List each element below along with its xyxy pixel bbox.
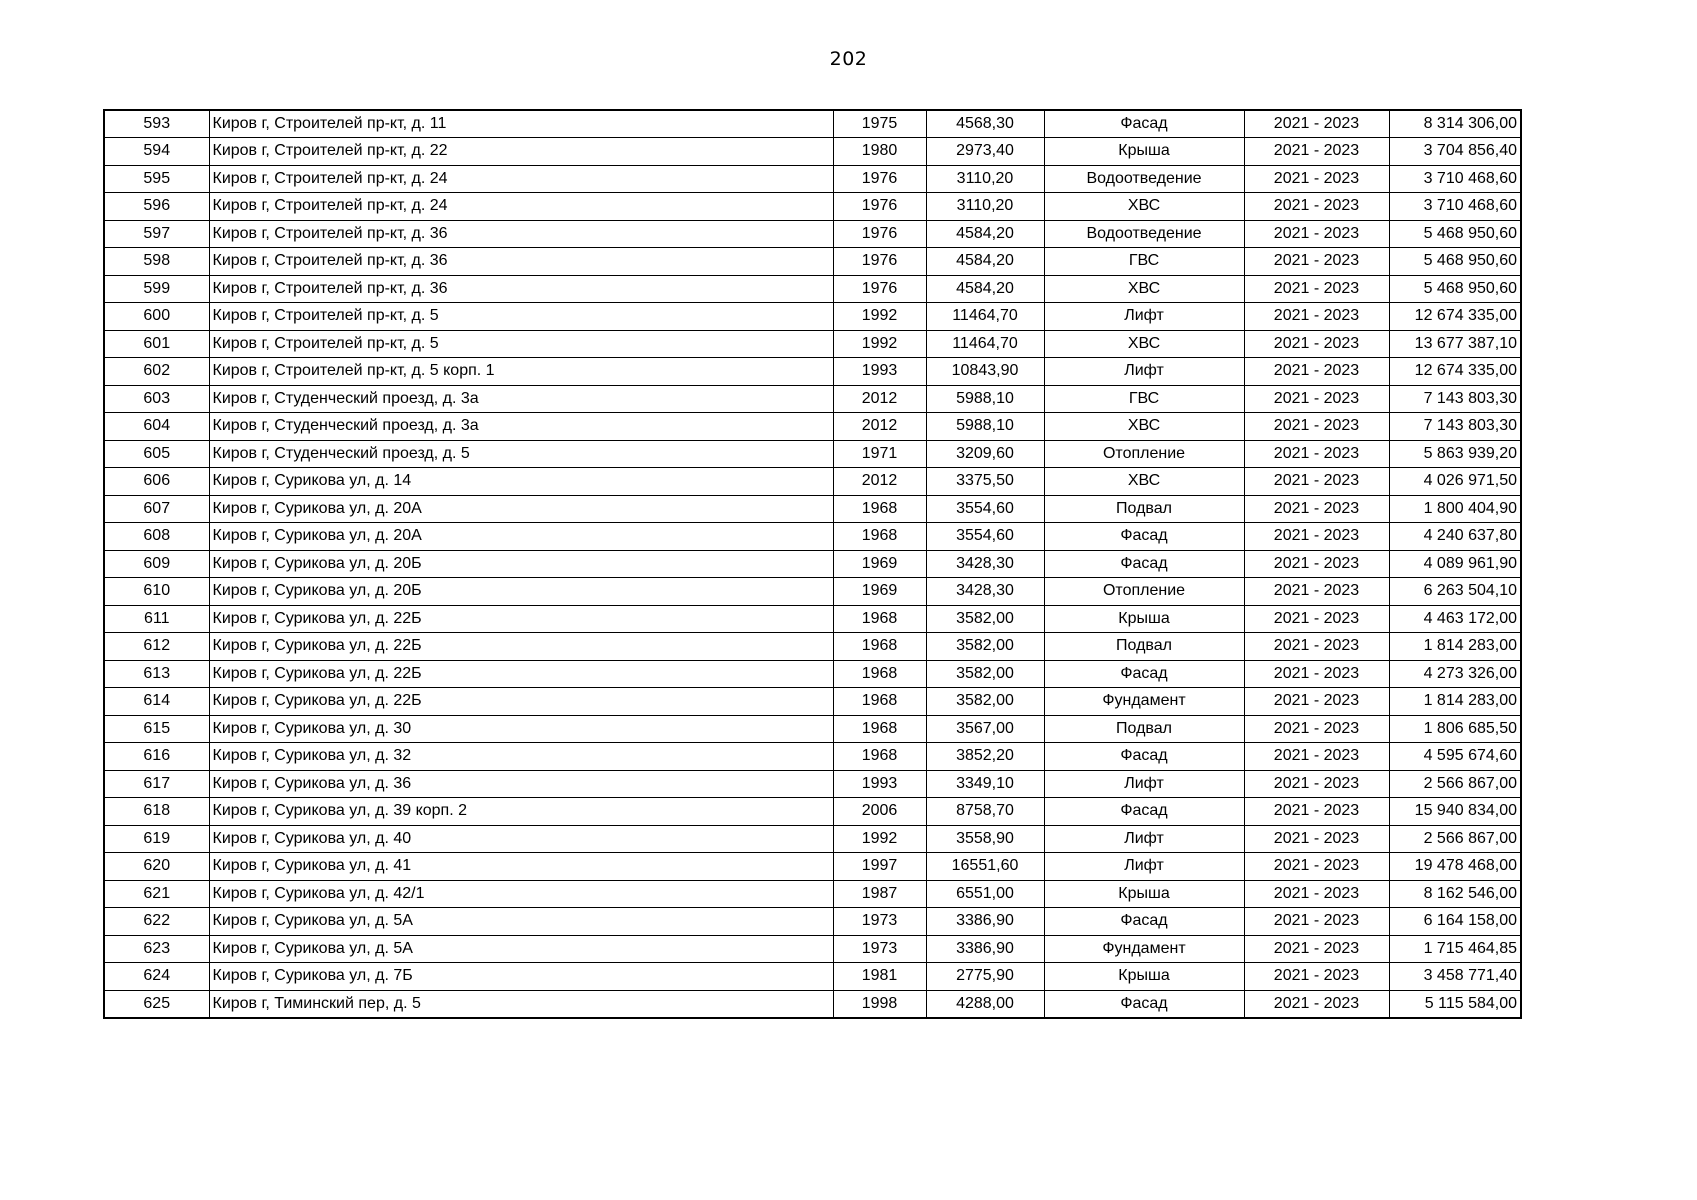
address-cell: Киров г, Строителей пр-кт, д. 5 [209,330,833,358]
area-cell: 3852,20 [926,743,1044,771]
period-cell: 2021 - 2023 [1244,220,1389,248]
build-year-cell: 1968 [833,715,926,743]
area-cell: 4288,00 [926,990,1044,1018]
work-type-cell: Подвал [1044,495,1244,523]
row-number-cell: 624 [104,963,209,991]
work-type-cell: Фасад [1044,110,1244,138]
table-row [104,908,1521,936]
table-row [104,248,1521,276]
cost-cell: 6 164 158,00 [1389,908,1521,936]
build-year-cell: 1968 [833,743,926,771]
row-number-cell: 620 [104,853,209,881]
address-cell: Киров г, Строителей пр-кт, д. 36 [209,220,833,248]
period-cell: 2021 - 2023 [1244,385,1389,413]
build-year-cell: 1969 [833,578,926,606]
table-row [104,495,1521,523]
work-type-cell: Лифт [1044,825,1244,853]
area-cell: 2775,90 [926,963,1044,991]
cost-cell: 8 314 306,00 [1389,110,1521,138]
work-type-cell: Крыша [1044,880,1244,908]
period-cell: 2021 - 2023 [1244,605,1389,633]
table-row [104,715,1521,743]
cost-cell: 1 715 464,85 [1389,935,1521,963]
address-cell: Киров г, Сурикова ул, д. 30 [209,715,833,743]
period-cell: 2021 - 2023 [1244,908,1389,936]
area-cell: 3375,50 [926,468,1044,496]
cost-cell: 6 263 504,10 [1389,578,1521,606]
area-cell: 3567,00 [926,715,1044,743]
area-cell: 4568,30 [926,110,1044,138]
area-cell: 3428,30 [926,550,1044,578]
cost-cell: 2 566 867,00 [1389,770,1521,798]
area-cell: 3386,90 [926,935,1044,963]
address-cell: Киров г, Сурикова ул, д. 22Б [209,633,833,661]
period-cell: 2021 - 2023 [1244,550,1389,578]
build-year-cell: 1992 [833,330,926,358]
build-year-cell: 1973 [833,908,926,936]
work-type-cell: Фундамент [1044,935,1244,963]
work-type-cell: Фасад [1044,523,1244,551]
table-row [104,110,1521,138]
build-year-cell: 2012 [833,413,926,441]
work-type-cell: Лифт [1044,770,1244,798]
period-cell: 2021 - 2023 [1244,880,1389,908]
table-row [104,688,1521,716]
row-number-cell: 598 [104,248,209,276]
row-number-cell: 609 [104,550,209,578]
row-number-cell: 601 [104,330,209,358]
table-row [104,990,1521,1018]
cost-cell: 1 814 283,00 [1389,688,1521,716]
work-type-cell: Крыша [1044,605,1244,633]
work-type-cell: ХВС [1044,468,1244,496]
work-type-cell: Водоотведение [1044,220,1244,248]
area-cell: 4584,20 [926,248,1044,276]
area-cell: 4584,20 [926,220,1044,248]
cost-cell: 5 468 950,60 [1389,275,1521,303]
row-number-cell: 603 [104,385,209,413]
cost-cell: 7 143 803,30 [1389,385,1521,413]
row-number-cell: 608 [104,523,209,551]
address-cell: Киров г, Строителей пр-кт, д. 24 [209,193,833,221]
row-number-cell: 622 [104,908,209,936]
area-cell: 3582,00 [926,688,1044,716]
cost-cell: 3 704 856,40 [1389,138,1521,166]
address-cell: Киров г, Тиминский пер, д. 5 [209,990,833,1018]
table-row [104,798,1521,826]
row-number-cell: 597 [104,220,209,248]
cost-cell: 4 273 326,00 [1389,660,1521,688]
row-number-cell: 615 [104,715,209,743]
row-number-cell: 625 [104,990,209,1018]
address-cell: Киров г, Сурикова ул, д. 42/1 [209,880,833,908]
build-year-cell: 1968 [833,605,926,633]
address-cell: Киров г, Сурикова ул, д. 20Б [209,550,833,578]
table-row [104,358,1521,386]
build-year-cell: 1981 [833,963,926,991]
build-year-cell: 1976 [833,165,926,193]
area-cell: 11464,70 [926,330,1044,358]
period-cell: 2021 - 2023 [1244,138,1389,166]
cost-cell: 19 478 468,00 [1389,853,1521,881]
work-type-cell: ГВС [1044,248,1244,276]
table-row [104,385,1521,413]
address-cell: Киров г, Строителей пр-кт, д. 5 корп. 1 [209,358,833,386]
work-type-cell: Фундамент [1044,688,1244,716]
area-cell: 3386,90 [926,908,1044,936]
build-year-cell: 1997 [833,853,926,881]
area-cell: 4584,20 [926,275,1044,303]
table-row [104,193,1521,221]
cost-cell: 1 800 404,90 [1389,495,1521,523]
table-row [104,330,1521,358]
area-cell: 6551,00 [926,880,1044,908]
table-row [104,633,1521,661]
build-year-cell: 1980 [833,138,926,166]
build-year-cell: 1968 [833,660,926,688]
cost-cell: 13 677 387,10 [1389,330,1521,358]
period-cell: 2021 - 2023 [1244,935,1389,963]
cost-cell: 1 806 685,50 [1389,715,1521,743]
row-number-cell: 616 [104,743,209,771]
table-row [104,825,1521,853]
row-number-cell: 593 [104,110,209,138]
row-number-cell: 618 [104,798,209,826]
cost-cell: 5 115 584,00 [1389,990,1521,1018]
address-cell: Киров г, Сурикова ул, д. 5А [209,935,833,963]
address-cell: Киров г, Строителей пр-кт, д. 24 [209,165,833,193]
table-body [104,110,1521,1018]
area-cell: 3110,20 [926,165,1044,193]
period-cell: 2021 - 2023 [1244,688,1389,716]
area-cell: 5988,10 [926,385,1044,413]
area-cell: 3554,60 [926,523,1044,551]
build-year-cell: 1968 [833,633,926,661]
table-row [104,468,1521,496]
area-cell: 3349,10 [926,770,1044,798]
build-year-cell: 1993 [833,358,926,386]
period-cell: 2021 - 2023 [1244,825,1389,853]
row-number-cell: 596 [104,193,209,221]
address-cell: Киров г, Сурикова ул, д. 20А [209,523,833,551]
table-row [104,853,1521,881]
row-number-cell: 600 [104,303,209,331]
table-row [104,523,1521,551]
work-type-cell: Фасад [1044,908,1244,936]
period-cell: 2021 - 2023 [1244,495,1389,523]
period-cell: 2021 - 2023 [1244,578,1389,606]
page-number: 202 [829,48,868,70]
period-cell: 2021 - 2023 [1244,110,1389,138]
table-row [104,578,1521,606]
area-cell: 3582,00 [926,605,1044,633]
period-cell: 2021 - 2023 [1244,633,1389,661]
address-cell: Киров г, Сурикова ул, д. 22Б [209,660,833,688]
period-cell: 2021 - 2023 [1244,963,1389,991]
cost-cell: 1 814 283,00 [1389,633,1521,661]
cost-cell: 15 940 834,00 [1389,798,1521,826]
work-type-cell: Отопление [1044,440,1244,468]
work-type-cell: Фасад [1044,990,1244,1018]
cost-cell: 4 240 637,80 [1389,523,1521,551]
address-cell: Киров г, Сурикова ул, д. 20Б [209,578,833,606]
build-year-cell: 1975 [833,110,926,138]
address-cell: Киров г, Строителей пр-кт, д. 11 [209,110,833,138]
row-number-cell: 623 [104,935,209,963]
work-type-cell: Лифт [1044,853,1244,881]
work-type-cell: Подвал [1044,633,1244,661]
period-cell: 2021 - 2023 [1244,303,1389,331]
build-year-cell: 1969 [833,550,926,578]
row-number-cell: 594 [104,138,209,166]
cost-cell: 4 595 674,60 [1389,743,1521,771]
build-year-cell: 1976 [833,275,926,303]
period-cell: 2021 - 2023 [1244,413,1389,441]
period-cell: 2021 - 2023 [1244,660,1389,688]
cost-cell: 3 458 771,40 [1389,963,1521,991]
build-year-cell: 1993 [833,770,926,798]
work-type-cell: ХВС [1044,413,1244,441]
cost-cell: 4 463 172,00 [1389,605,1521,633]
area-cell: 11464,70 [926,303,1044,331]
table-row [104,165,1521,193]
row-number-cell: 617 [104,770,209,798]
area-cell: 3428,30 [926,578,1044,606]
work-type-cell: ХВС [1044,275,1244,303]
build-year-cell: 1992 [833,825,926,853]
area-cell: 16551,60 [926,853,1044,881]
cost-cell: 3 710 468,60 [1389,165,1521,193]
build-year-cell: 1992 [833,303,926,331]
build-year-cell: 1976 [833,248,926,276]
period-cell: 2021 - 2023 [1244,165,1389,193]
table-row [104,935,1521,963]
work-type-cell: ГВС [1044,385,1244,413]
period-cell: 2021 - 2023 [1244,798,1389,826]
table-row [104,275,1521,303]
build-year-cell: 2012 [833,468,926,496]
table-row [104,550,1521,578]
build-year-cell: 2012 [833,385,926,413]
period-cell: 2021 - 2023 [1244,330,1389,358]
cost-cell: 12 674 335,00 [1389,358,1521,386]
table-row [104,220,1521,248]
row-number-cell: 595 [104,165,209,193]
work-type-cell: Фасад [1044,550,1244,578]
row-number-cell: 611 [104,605,209,633]
area-cell: 10843,90 [926,358,1044,386]
period-cell: 2021 - 2023 [1244,523,1389,551]
build-year-cell: 2006 [833,798,926,826]
period-cell: 2021 - 2023 [1244,743,1389,771]
address-cell: Киров г, Студенческий проезд, д. 3а [209,385,833,413]
period-cell: 2021 - 2023 [1244,275,1389,303]
period-cell: 2021 - 2023 [1244,853,1389,881]
address-cell: Киров г, Сурикова ул, д. 5А [209,908,833,936]
row-number-cell: 621 [104,880,209,908]
address-cell: Киров г, Сурикова ул, д. 20А [209,495,833,523]
cost-cell: 12 674 335,00 [1389,303,1521,331]
work-type-cell: Фасад [1044,798,1244,826]
table-row [104,413,1521,441]
row-number-cell: 606 [104,468,209,496]
period-cell: 2021 - 2023 [1244,440,1389,468]
table-row [104,660,1521,688]
work-type-cell: Фасад [1044,743,1244,771]
row-number-cell: 602 [104,358,209,386]
repair-registry-table [103,109,1522,1019]
table-row [104,743,1521,771]
work-type-cell: Отопление [1044,578,1244,606]
work-type-cell: Лифт [1044,303,1244,331]
period-cell: 2021 - 2023 [1244,715,1389,743]
build-year-cell: 1968 [833,688,926,716]
address-cell: Киров г, Сурикова ул, д. 40 [209,825,833,853]
table-row [104,138,1521,166]
row-number-cell: 599 [104,275,209,303]
build-year-cell: 1987 [833,880,926,908]
area-cell: 3554,60 [926,495,1044,523]
work-type-cell: Крыша [1044,963,1244,991]
cost-cell: 5 863 939,20 [1389,440,1521,468]
address-cell: Киров г, Студенческий проезд, д. 5 [209,440,833,468]
cost-cell: 4 026 971,50 [1389,468,1521,496]
period-cell: 2021 - 2023 [1244,193,1389,221]
address-cell: Киров г, Строителей пр-кт, д. 36 [209,275,833,303]
build-year-cell: 1968 [833,523,926,551]
table-row [104,440,1521,468]
table-row [104,880,1521,908]
period-cell: 2021 - 2023 [1244,990,1389,1018]
row-number-cell: 610 [104,578,209,606]
table-row [104,770,1521,798]
area-cell: 3582,00 [926,660,1044,688]
address-cell: Киров г, Сурикова ул, д. 36 [209,770,833,798]
work-type-cell: Водоотведение [1044,165,1244,193]
address-cell: Киров г, Сурикова ул, д. 39 корп. 2 [209,798,833,826]
row-number-cell: 604 [104,413,209,441]
address-cell: Киров г, Строителей пр-кт, д. 22 [209,138,833,166]
cost-cell: 8 162 546,00 [1389,880,1521,908]
area-cell: 8758,70 [926,798,1044,826]
build-year-cell: 1976 [833,220,926,248]
row-number-cell: 613 [104,660,209,688]
work-type-cell: ХВС [1044,330,1244,358]
cost-cell: 7 143 803,30 [1389,413,1521,441]
cost-cell: 3 710 468,60 [1389,193,1521,221]
area-cell: 3582,00 [926,633,1044,661]
row-number-cell: 619 [104,825,209,853]
address-cell: Киров г, Строителей пр-кт, д. 5 [209,303,833,331]
period-cell: 2021 - 2023 [1244,468,1389,496]
cost-cell: 4 089 961,90 [1389,550,1521,578]
address-cell: Киров г, Сурикова ул, д. 14 [209,468,833,496]
cost-cell: 5 468 950,60 [1389,248,1521,276]
period-cell: 2021 - 2023 [1244,358,1389,386]
area-cell: 5988,10 [926,413,1044,441]
row-number-cell: 612 [104,633,209,661]
build-year-cell: 1973 [833,935,926,963]
work-type-cell: Фасад [1044,660,1244,688]
build-year-cell: 1976 [833,193,926,221]
work-type-cell: Крыша [1044,138,1244,166]
work-type-cell: ХВС [1044,193,1244,221]
address-cell: Киров г, Сурикова ул, д. 22Б [209,688,833,716]
period-cell: 2021 - 2023 [1244,248,1389,276]
period-cell: 2021 - 2023 [1244,770,1389,798]
table-row [104,303,1521,331]
address-cell: Киров г, Сурикова ул, д. 22Б [209,605,833,633]
area-cell: 2973,40 [926,138,1044,166]
build-year-cell: 1971 [833,440,926,468]
row-number-cell: 607 [104,495,209,523]
build-year-cell: 1998 [833,990,926,1018]
row-number-cell: 605 [104,440,209,468]
cost-cell: 5 468 950,60 [1389,220,1521,248]
table-row [104,963,1521,991]
address-cell: Киров г, Сурикова ул, д. 32 [209,743,833,771]
work-type-cell: Подвал [1044,715,1244,743]
row-number-cell: 614 [104,688,209,716]
address-cell: Киров г, Студенческий проезд, д. 3а [209,413,833,441]
area-cell: 3110,20 [926,193,1044,221]
cost-cell: 2 566 867,00 [1389,825,1521,853]
area-cell: 3558,90 [926,825,1044,853]
area-cell: 3209,60 [926,440,1044,468]
build-year-cell: 1968 [833,495,926,523]
table-row [104,605,1521,633]
address-cell: Киров г, Сурикова ул, д. 7Б [209,963,833,991]
address-cell: Киров г, Сурикова ул, д. 41 [209,853,833,881]
work-type-cell: Лифт [1044,358,1244,386]
address-cell: Киров г, Строителей пр-кт, д. 36 [209,248,833,276]
